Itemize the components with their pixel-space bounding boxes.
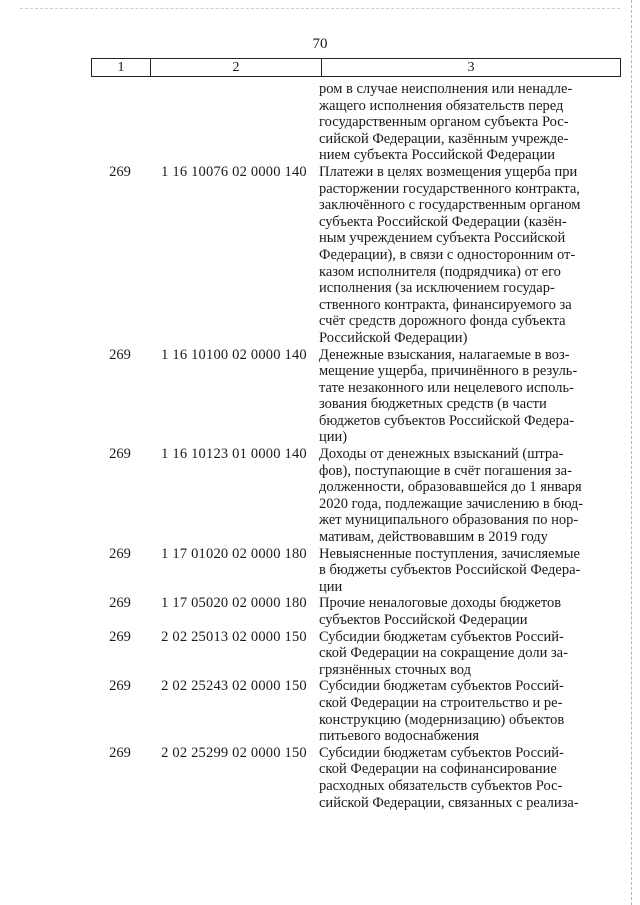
- description-line: ным учреждением субъекта Российской: [319, 230, 566, 247]
- description-line: Федерации), в связи с односторонним от-: [319, 246, 576, 263]
- description-line: ции: [319, 578, 343, 595]
- table-row: [91, 629, 621, 679]
- description-line: расторжении государственного контракта,: [319, 180, 580, 197]
- table-row: [91, 164, 621, 347]
- admin-code-cell: 269: [109, 446, 131, 463]
- budget-code-cell: 1 17 05020 02 0000 180: [161, 595, 307, 612]
- description-cell: [319, 629, 597, 679]
- admin-code-cell: 269: [109, 744, 131, 761]
- description-line: ром в случае неисполнения или ненадле-: [319, 81, 573, 97]
- description-line: ственного контракта, финансируемого за: [319, 296, 572, 313]
- description-line: казом исполнителя (подрядчика) от его: [319, 263, 561, 280]
- description-line: мещение ущерба, причинённого в резуль-: [319, 363, 578, 380]
- description-line: бюджетов субъектов Российской Федера-: [319, 412, 575, 429]
- description-line: долженности, образовавшейся до 1 января: [319, 479, 582, 496]
- description-line: ской Федерации на софинансирование: [319, 761, 557, 778]
- description-line: жащего исполнения обязательств перед: [319, 97, 564, 114]
- description-line: Доходы от денежных взысканий (штра-: [319, 446, 564, 463]
- table-header: [91, 58, 621, 77]
- description-line: государственным органом субъекта Рос-: [319, 114, 569, 131]
- description-line: Денежные взыскания, налагаемые в воз-: [319, 346, 570, 363]
- table-row: [91, 347, 621, 447]
- table-body: [91, 81, 621, 811]
- budget-code-cell: 2 02 25013 02 0000 150: [161, 628, 307, 645]
- description-line: субъектов Российской Федерации: [319, 612, 528, 628]
- budget-code-cell: [149, 81, 319, 164]
- description-line: конструкцию (модернизацию) объектов: [319, 711, 565, 728]
- description-line: Российской Федерации): [319, 329, 468, 346]
- scan-edge-right: [631, 0, 632, 905]
- admin-code-cell: 269: [109, 545, 131, 562]
- page-number: 70: [312, 36, 328, 52]
- table-header-col3: 3: [467, 60, 475, 75]
- admin-code-cell: 269: [109, 163, 131, 180]
- budget-code-cell: 1 16 10076 02 0000 140: [161, 163, 307, 180]
- budget-code-cell: 1 16 10100 02 0000 140: [161, 346, 307, 363]
- description-line: счёт средств дорожного фонда субъекта: [319, 313, 566, 330]
- description-cell: [319, 595, 597, 628]
- description-line: тате незаконного или нецелевого исполь-: [319, 379, 574, 396]
- description-line: зования бюджетных средств (в части: [319, 396, 547, 413]
- description-line: ции): [319, 429, 348, 446]
- table-row: [91, 678, 621, 744]
- description-cell: [319, 546, 597, 596]
- description-line: Невыясненные поступления, зачисляемые: [319, 545, 580, 562]
- description-line: Субсидии бюджетам субъектов Россий-: [319, 678, 564, 695]
- description-line: ской Федерации на строительство и ре-: [319, 694, 563, 711]
- description-line: Прочие неналоговые доходы бюджетов: [319, 595, 562, 612]
- admin-code-cell: 269: [109, 346, 131, 363]
- description-cell: [319, 446, 597, 546]
- budget-code-cell: 1 16 10123 01 0000 140: [161, 446, 307, 463]
- budget-code-cell: 1 17 01020 02 0000 180: [161, 545, 307, 562]
- admin-code-cell: 269: [109, 628, 131, 645]
- description-line: в бюджеты субъектов Российской Федера-: [319, 562, 581, 579]
- description-line: грязнённых сточных вод: [319, 661, 472, 678]
- description-cell: [319, 347, 597, 447]
- description-line: сийской Федерации, связанных с реализа-: [319, 794, 579, 811]
- description-line: жет муниципального образования по нор-: [319, 512, 579, 529]
- description-line: сийской Федерации, казённым учрежде-: [319, 130, 569, 147]
- table-row-continuation: [91, 81, 621, 164]
- description-cell: [319, 678, 597, 744]
- description-cell: [319, 81, 597, 164]
- table-header-col2: 2: [151, 59, 322, 76]
- table-row: [91, 446, 621, 546]
- budget-code-cell: 2 02 25243 02 0000 150: [161, 678, 307, 695]
- description-line: заключённого с государственным органом: [319, 197, 581, 214]
- description-line: Платежи в целях возмещения ущерба при: [319, 163, 578, 180]
- scan-edge-top: [20, 8, 620, 9]
- description-line: ской Федерации на сокращение доли за-: [319, 645, 568, 662]
- description-line: Субсидии бюджетам субъектов Россий-: [319, 744, 564, 761]
- description-line: нием субъекта Российской Федерации: [319, 147, 556, 164]
- description-cell: [319, 164, 597, 347]
- description-line: мативам, действовавшим в 2019 году: [319, 529, 548, 546]
- description-cell: [319, 745, 597, 811]
- table-header-col1: 1: [92, 59, 151, 76]
- description-line: питьевого водоснабжения: [319, 728, 480, 745]
- description-line: фов), поступающие в счёт погашения за-: [319, 462, 572, 479]
- budget-code-cell: 2 02 25299 02 0000 150: [161, 744, 307, 761]
- admin-code-cell: 269: [109, 678, 131, 695]
- description-line: 2020 года, подлежащие зачислению в бюд-: [319, 495, 584, 512]
- description-line: Субсидии бюджетам субъектов Россий-: [319, 628, 564, 645]
- description-line: субъекта Российской Федерации (казён-: [319, 213, 567, 230]
- description-line: расходных обязательств субъектов Рос-: [319, 777, 563, 794]
- table-row: [91, 595, 621, 628]
- table-row: [91, 745, 621, 811]
- description-line: исполнения (за исключением государ-: [319, 280, 555, 297]
- admin-code-cell: 269: [109, 595, 131, 612]
- admin-code-cell: [91, 81, 149, 164]
- table-row: [91, 546, 621, 596]
